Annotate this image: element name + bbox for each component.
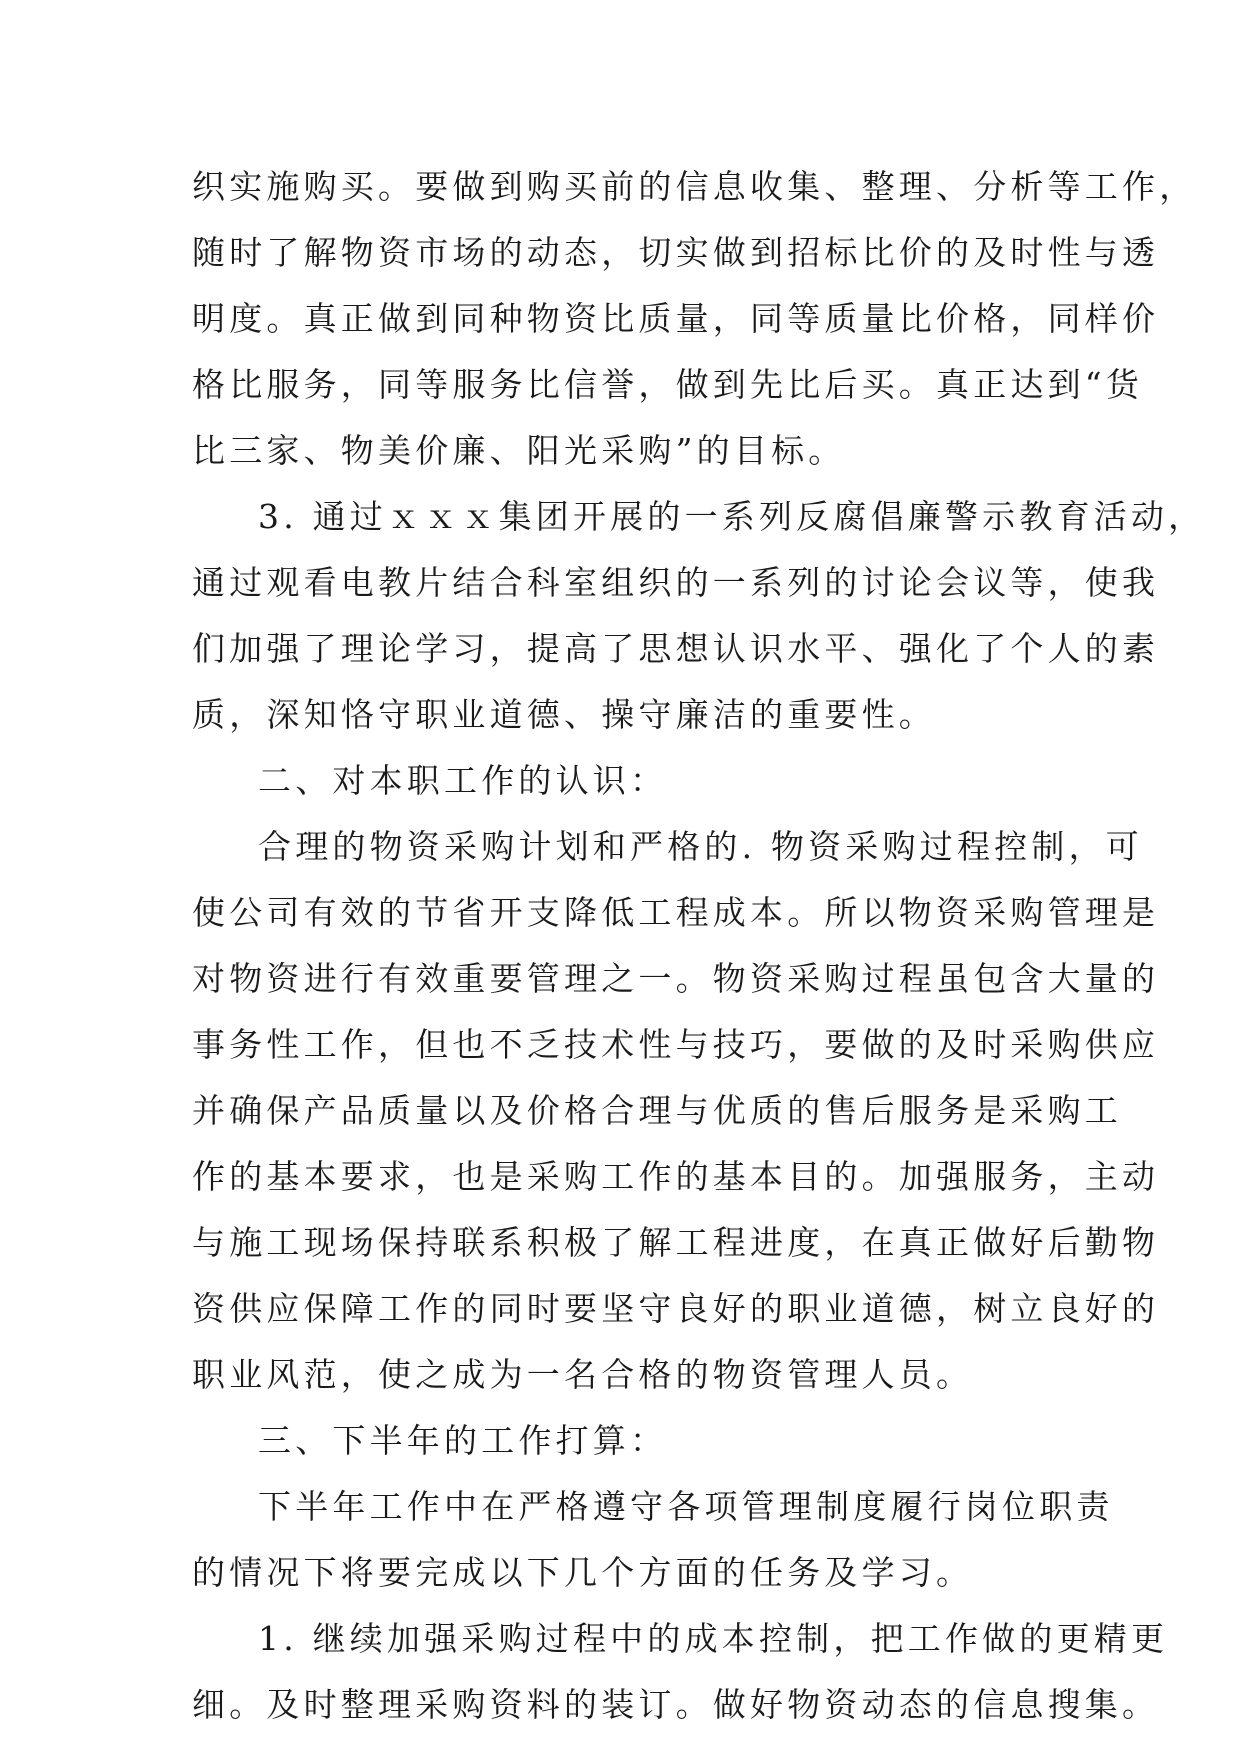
paragraph-start-line: 合理的物资采购计划和严格的. 物资采购过程控制，可 <box>258 827 1143 866</box>
text-line: 格比服务，同等服务比信誉，做到先比后买。真正达到“货 <box>192 365 1144 404</box>
document-body <box>192 154 1206 1738</box>
paragraph-start-line: 3. 通过ｘｘｘ集团开展的一系列反腐倡廉警示教育活动， <box>258 497 1206 536</box>
text-line: 资供应保障工作的同时要坚守良好的职业道德，树立良好的 <box>192 1289 1160 1328</box>
text-line: 比三家、物美价廉、阳光采购”的目标。 <box>192 431 846 470</box>
text-line: 们加强了理论学习，提高了思想认识水平、强化了个人的素 <box>192 629 1160 668</box>
paragraph-start-line: 1. 继续加强采购过程中的成本控制，把工作做的更精更 <box>258 1619 1169 1658</box>
text-line: 使公司有效的节省开支降低工程成本。所以物资采购管理是 <box>192 893 1160 932</box>
text-line: 通过观看电教片结合科室组织的一系列的讨论会议等，使我 <box>192 563 1160 602</box>
text-line: 职业风范，使之成为一名合格的物资管理人员。 <box>192 1355 974 1394</box>
text-line: 随时了解物资市场的动态，切实做到招标比价的及时性与透 <box>192 233 1160 272</box>
text-line: 与施工现场保持联系积极了解工程进度，在真正做好后勤物 <box>192 1223 1160 1262</box>
text-line: 细。及时整理采购资料的装订。做好物资动态的信息搜集。 <box>192 1685 1160 1724</box>
text-line: 质，深知恪守职业道德、操守廉洁的重要性。 <box>192 695 936 734</box>
paragraph-start-line: 下半年工作中在严格遵守各项管理制度履行岗位职责 <box>258 1487 1114 1526</box>
section-heading: 二、对本职工作的认识： <box>258 761 668 800</box>
text-line: 作的基本要求，也是采购工作的基本目的。加强服务，主动 <box>192 1157 1160 1196</box>
section-heading: 三、下半年的工作打算： <box>258 1421 668 1460</box>
text-line: 对物资进行有效重要管理之一。物资采购过程虽包含大量的 <box>192 959 1160 998</box>
text-line: 织实施购买。要做到购买前的信息收集、整理、分析等工作， <box>192 167 1197 206</box>
text-line: 明度。真正做到同种物资比质量，同等质量比价格，同样价 <box>192 299 1160 338</box>
text-line: 事务性工作，但也不乏技术性与技巧，要做的及时采购供应 <box>192 1025 1160 1064</box>
text-line: 的情况下将要完成以下几个方面的任务及学习。 <box>192 1553 974 1592</box>
text-line: 并确保产品质量以及价格合理与优质的售后服务是采购工 <box>192 1091 1122 1130</box>
